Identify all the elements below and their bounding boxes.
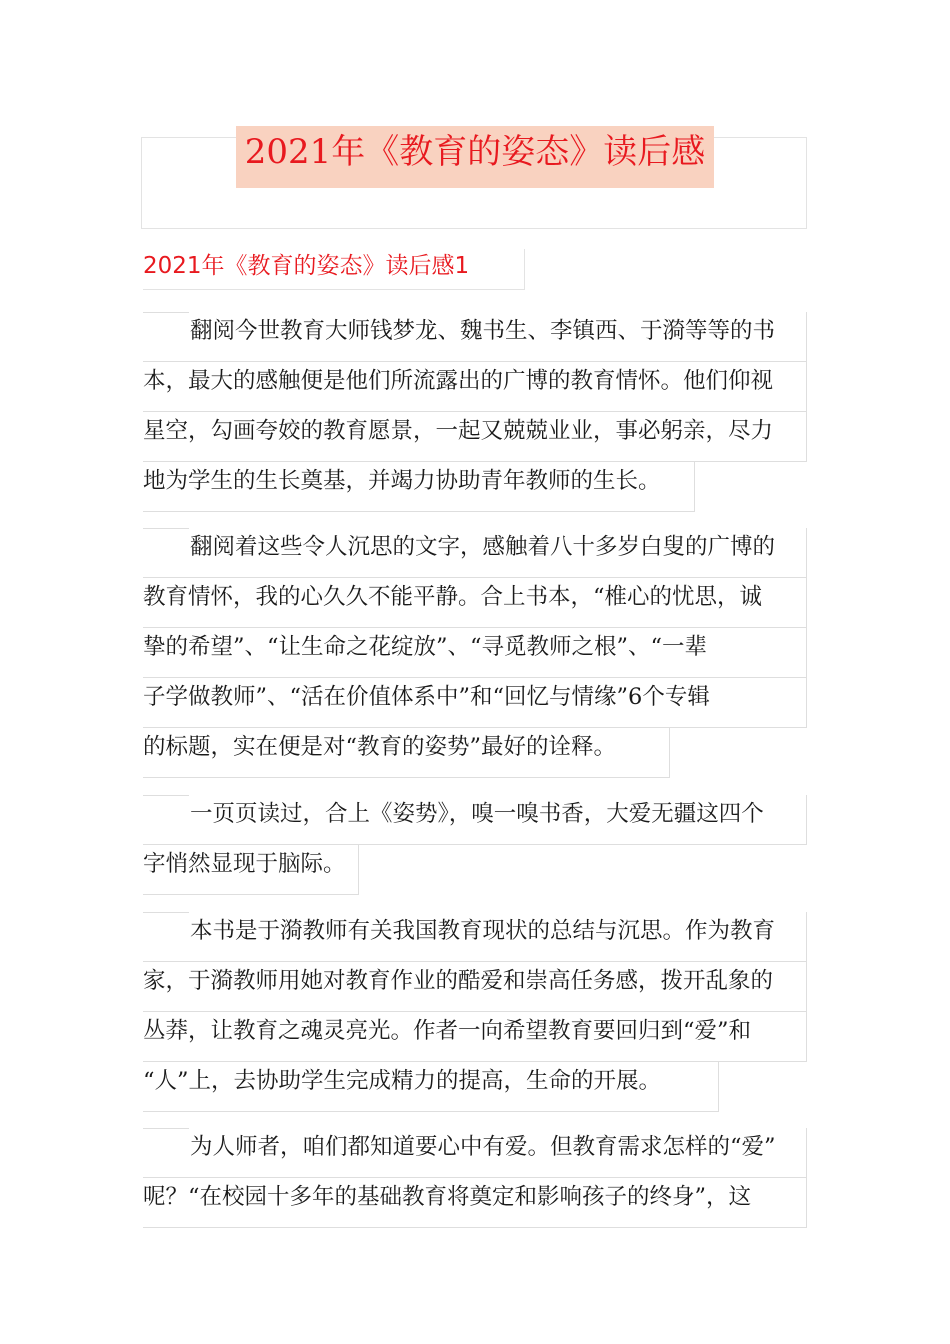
text-line: “人”上，去协助学生完成精力的提高，生命的开展。 <box>143 1062 719 1112</box>
text-line: 呢？“在校园十多年的基础教育将奠定和影响孩子的终身”，这 <box>143 1178 807 1228</box>
paragraph-5 <box>143 1128 807 1228</box>
paragraph-4 <box>143 912 807 1112</box>
text-line: 本书是于漪教师有关我国教育现状的总结与沉思。作为教育 <box>143 912 807 962</box>
text-line: 丛莽，让教育之魂灵亮光。作者一向希望教育要回归到“爱”和 <box>143 1012 807 1062</box>
text-line: 星空，勾画夸姣的教育愿景，一起又兢兢业业，事必躬亲，尽力 <box>143 412 807 462</box>
text-line: 教育情怀，我的心久久不能平静。合上书本，“椎心的忧思，诚 <box>143 578 807 628</box>
text-line: 本，最大的感触便是他们所流露出的广博的教育情怀。他们仰视 <box>143 362 807 412</box>
text-line: 字悄然显现于脑际。 <box>143 845 359 895</box>
text-line: 家，于漪教师用她对教育作业的酷爱和崇高任务感，拨开乱象的 <box>143 962 807 1012</box>
text-line: 一页页读过，合上《姿势》，嗅一嗅书香，大爱无疆这四个 <box>143 795 807 845</box>
text-line: 翻阅着这些令人沉思的文字，感触着八十多岁白叟的广博的 <box>143 528 807 578</box>
paragraph-2 <box>143 528 807 778</box>
document-title: 2021年《教育的姿态》读后感 <box>236 126 714 188</box>
text-line: 翻阅今世教育大师钱梦龙、魏书生、李镇西、于漪等等的书 <box>143 312 807 362</box>
text-line: 为人师者，咱们都知道要心中有爱。但教育需求怎样的“爱” <box>143 1128 807 1178</box>
text-line: 子学做教师”、“活在价值体系中”和“回忆与情缘”6个专辑 <box>143 678 807 728</box>
section-heading: 2021年《教育的姿态》读后感1 <box>143 249 525 290</box>
text-line: 的标题，实在便是对“教育的姿势”最好的诠释。 <box>143 728 670 778</box>
text-line: 挚的希望”、“让生命之花绽放”、“寻觅教师之根”、“一辈 <box>143 628 807 678</box>
text-line: 地为学生的生长奠基，并竭力协助青年教师的生长。 <box>143 462 695 512</box>
paragraph-3 <box>143 795 807 895</box>
paragraph-1 <box>143 312 807 512</box>
